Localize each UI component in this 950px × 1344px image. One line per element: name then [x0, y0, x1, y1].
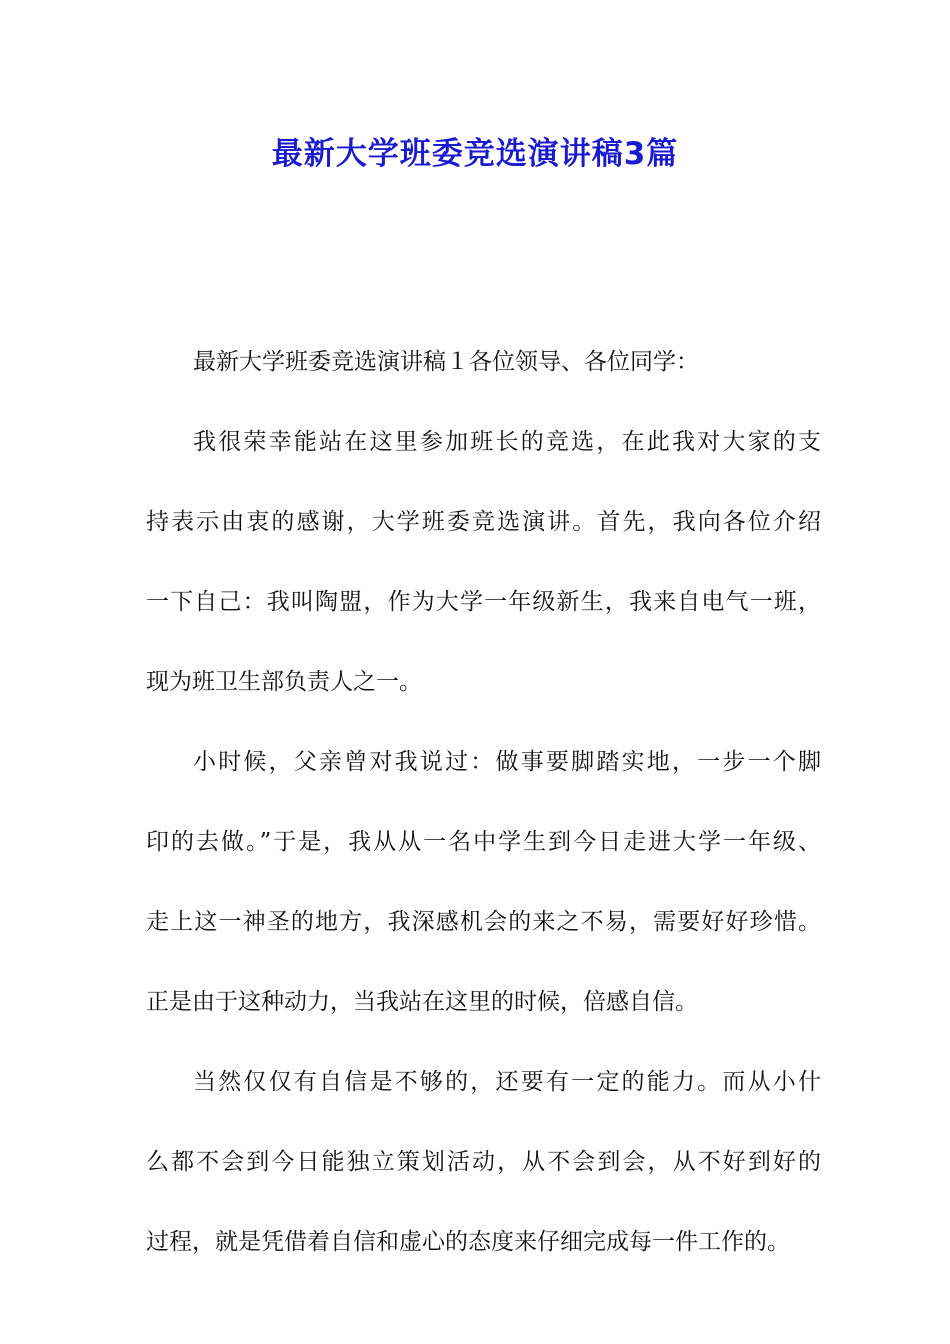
paragraph-3 [146, 732, 821, 1052]
document-body [146, 332, 821, 1292]
text-line: 过程，就是凭借着自信和虚心的态度来仔细完成每一件工作的。 [146, 1229, 790, 1255]
text-line: 持表示由衷的感谢，大学班委竞选演讲。首先，我向各位介绍 [146, 509, 821, 535]
text-line: 么都不会到今日能独立策划活动，从不会到会，从不好到好的 [146, 1149, 821, 1175]
text-line: 一下自己：我叫陶盟，作为大学一年级新生，我来自电气一班， [146, 589, 821, 615]
paragraph-2 [146, 412, 821, 732]
text-line: 正是由于这种动力，当我站在这里的时候，倍感自信。 [146, 989, 698, 1015]
text-line: 最新大学班委竞选演讲稿１各位领导、各位同学： [193, 349, 699, 375]
text-line: 走上这一神圣的地方，我深感机会的来之不易，需要好好珍惜。 [146, 909, 821, 935]
paragraph-1 [146, 332, 821, 412]
document-title: 最新大学班委竞选演讲稿3篇 [271, 136, 679, 172]
text-line: 印的去做。”于是，我从从一名中学生到今日走进大学一年级、 [146, 829, 821, 855]
text-line: 我很荣幸能站在这里参加班长的竞选，在此我对大家的支 [193, 429, 821, 455]
paragraph-4 [146, 1052, 821, 1292]
text-line: 小时候，父亲曾对我说过：做事要脚踏实地，一步一个脚 [193, 749, 821, 775]
text-line: 现为班卫生部负责人之一。 [146, 669, 422, 695]
text-line: 当然仅仅有自信是不够的，还要有一定的能力。而从小什 [193, 1069, 821, 1095]
